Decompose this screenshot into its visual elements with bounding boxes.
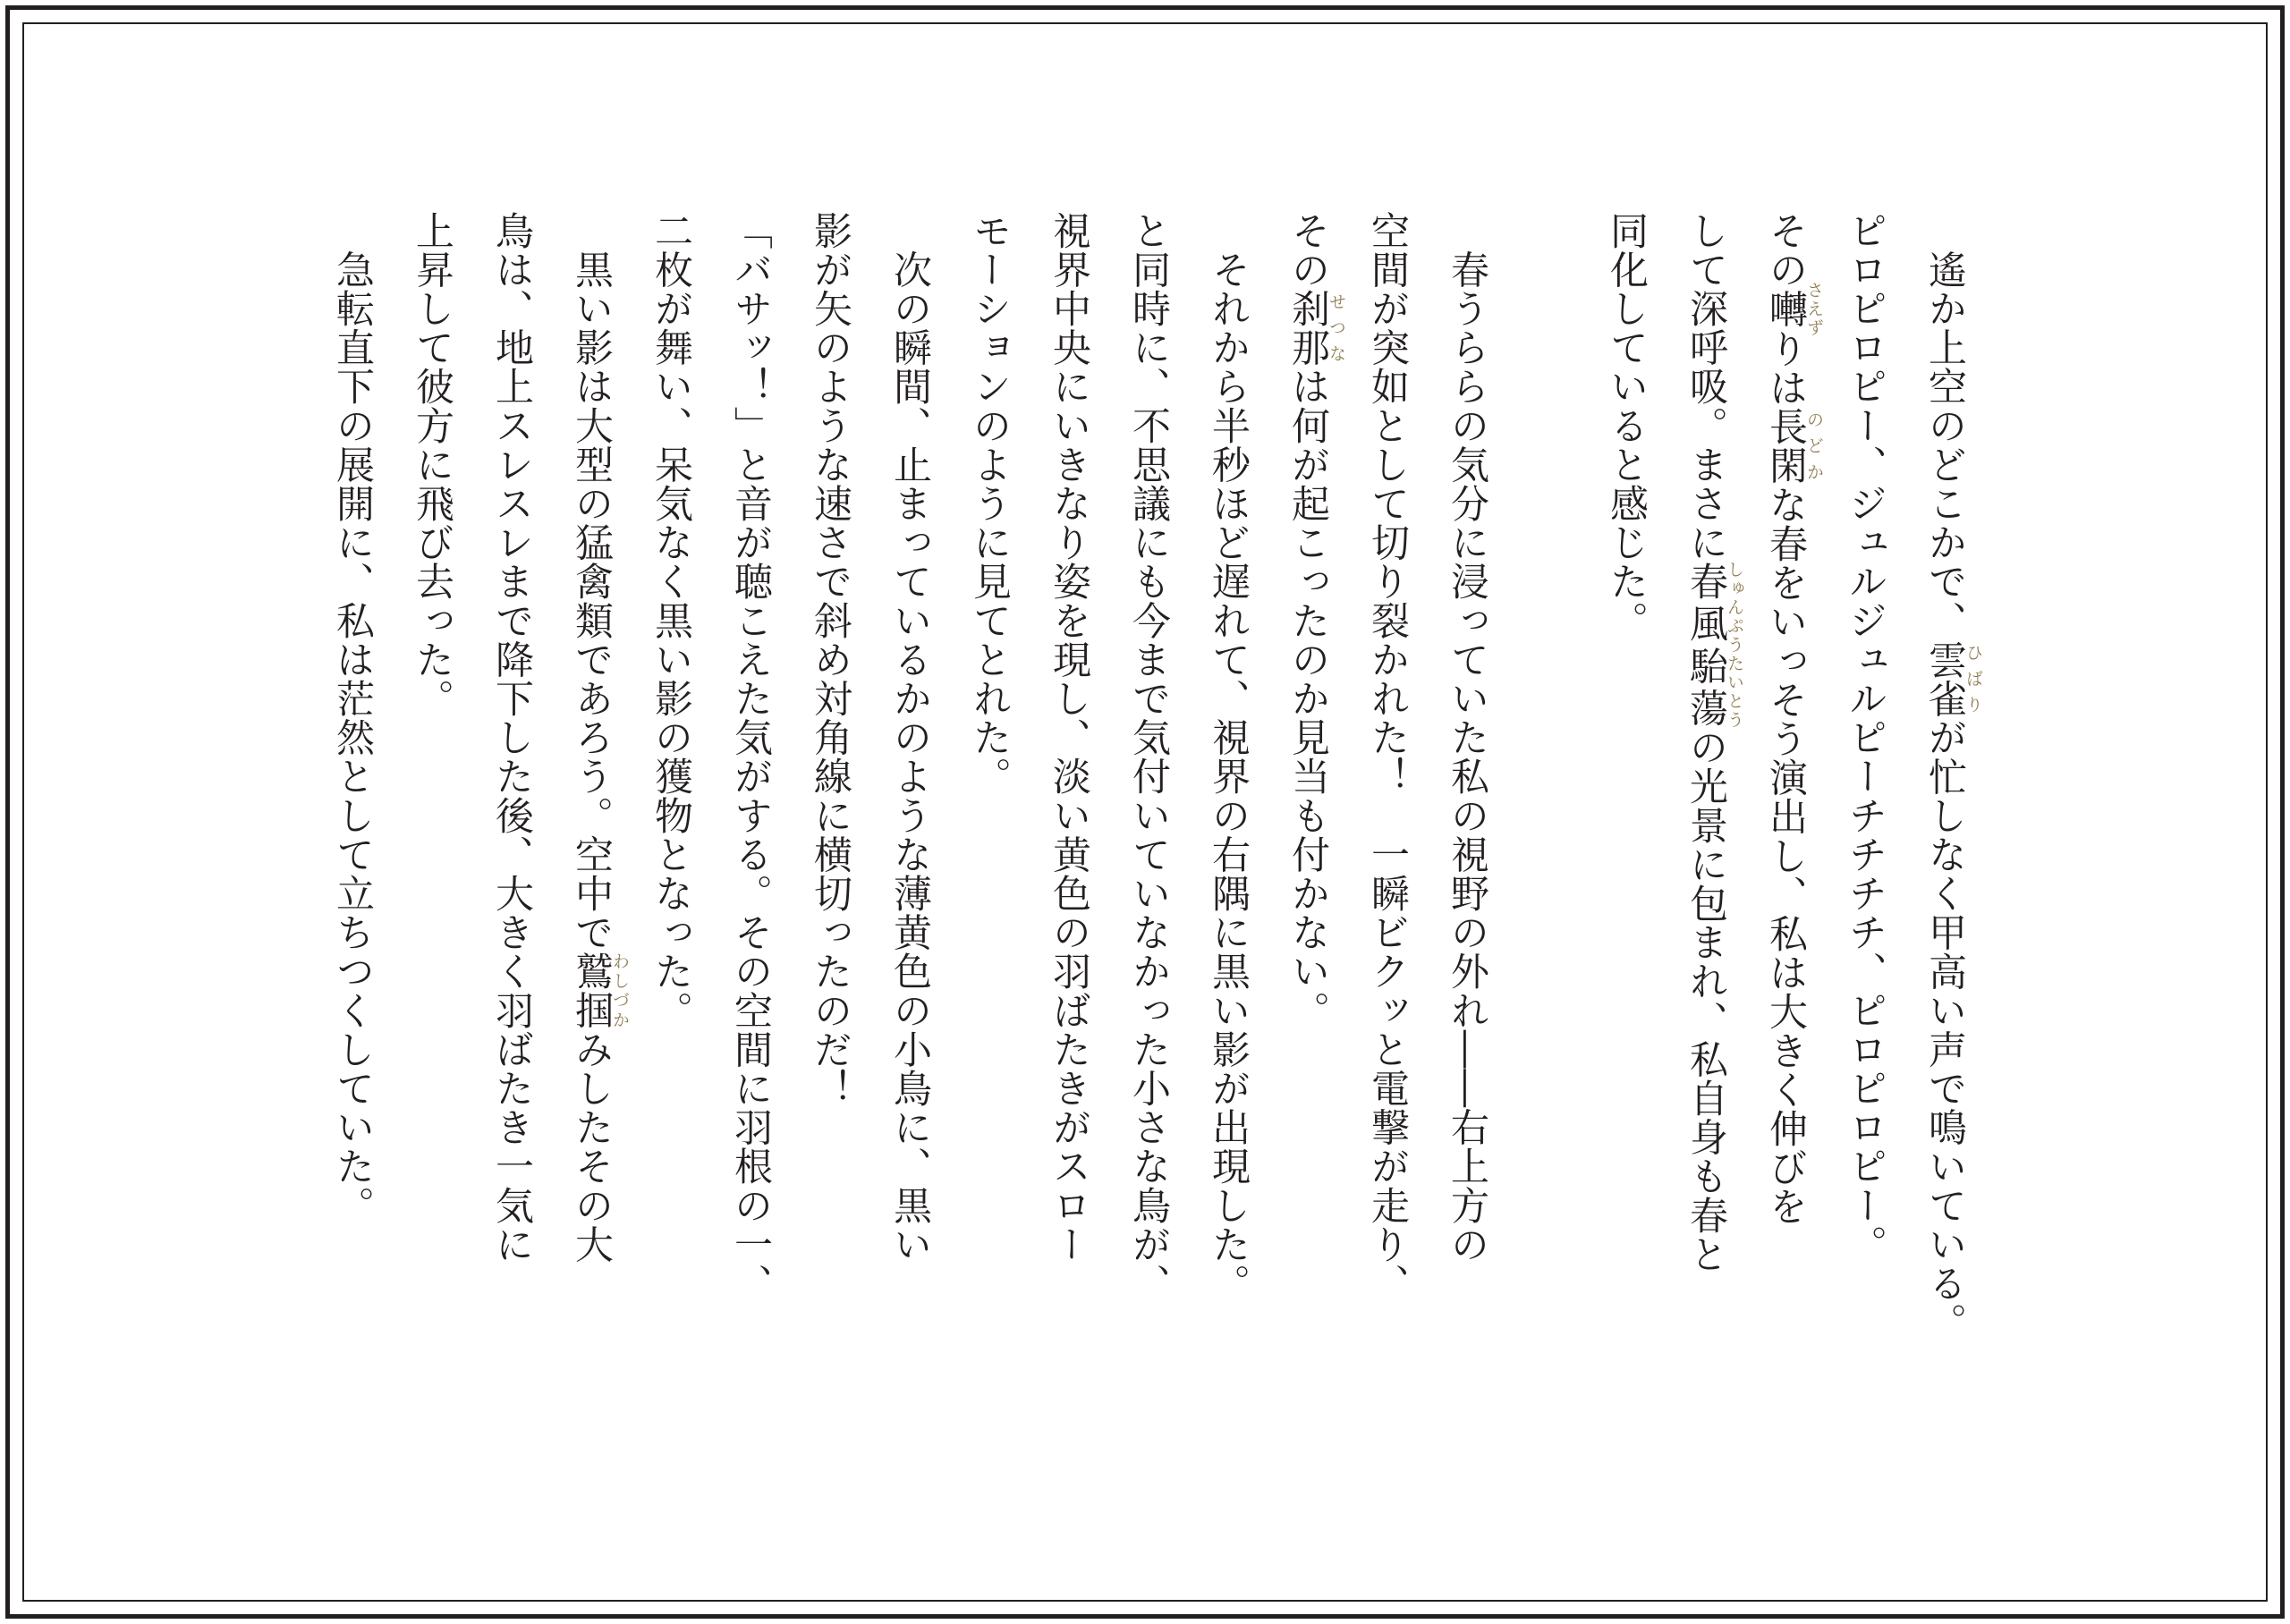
- text-line: [1666, 211, 1745, 1499]
- ruby-base: 鷲掴: [569, 952, 614, 1030]
- text-line: [1825, 211, 1904, 1499]
- text-segment: 急転直下の展開に、私は茫然として立ちつくしていた。: [330, 211, 375, 1225]
- text-segment: 影が矢のような速さで斜め対角線に横切ったのだ！: [808, 211, 852, 1108]
- ruby-reading: わしづか: [610, 952, 630, 1030]
- ruby-word: [1684, 560, 1744, 730]
- text-line: [1108, 211, 1188, 1499]
- text-segment: して深呼吸。まさに: [1684, 211, 1728, 562]
- text-line: [1268, 211, 1347, 1499]
- ruby-base: 囀: [1763, 281, 1808, 338]
- text-line: [790, 211, 869, 1499]
- ruby-base: 長閑: [1763, 407, 1808, 486]
- text-line: [710, 211, 790, 1499]
- text-segment: それから半秒ほど遅れて、視界の右隅に黒い影が出現した。: [1206, 211, 1251, 1303]
- ruby-reading: のどか: [1804, 407, 1824, 486]
- text-line: [1745, 211, 1825, 1499]
- text-segment: ピロピロピー、ジュルジュルピーチチチチ、ピロピロピー。: [1843, 211, 1887, 1265]
- ruby-reading: せつな: [1327, 289, 1346, 368]
- text-segment: の光景に包まれ、私自身も春と: [1684, 727, 1728, 1274]
- text-segment: みしたその大: [569, 1029, 614, 1265]
- text-segment: は何が起こったのか見当も付かない。: [1285, 367, 1330, 1030]
- text-segment: その: [1763, 211, 1808, 290]
- text-line: [631, 211, 710, 1499]
- text-line: [1029, 211, 1108, 1499]
- text-line: [1347, 211, 1427, 1499]
- text-segment: その: [1285, 211, 1330, 290]
- text-line: [1904, 211, 1984, 1499]
- text-segment: 視界中央にいきなり姿を現し、淡い黄色の羽ばたきがスロー: [1047, 211, 1091, 1265]
- text-segment: 同化していると感じた。: [1604, 211, 1649, 640]
- ruby-word: [1922, 639, 1983, 718]
- paragraph-gap: [1506, 211, 1586, 1499]
- ruby-word: [1763, 281, 1824, 338]
- ruby-word: [569, 952, 630, 1030]
- vertical-text-body: [312, 211, 1984, 1499]
- text-segment: と同時に、不思議にも今まで気付いていなかった小さな鳥が、: [1126, 211, 1171, 1303]
- text-line: [1586, 211, 1666, 1499]
- text-segment: 二枚が舞い、呆気なく黒い影の獲物となった。: [649, 211, 693, 1030]
- text-line: [312, 211, 392, 1499]
- text-segment: な春をいっそう演出し、私は大きく伸びを: [1763, 485, 1808, 1226]
- text-segment: 遙か上空のどこかで、: [1922, 211, 1967, 640]
- text-segment: 上昇して彼方に飛び去った。: [410, 211, 454, 718]
- text-segment: りは: [1763, 329, 1808, 408]
- text-line: [471, 211, 551, 1499]
- ruby-base: 春風駘蕩: [1684, 560, 1728, 730]
- text-line: [869, 211, 949, 1499]
- ruby-reading: ひばり: [1963, 639, 1983, 718]
- text-line: [551, 211, 631, 1499]
- text-segment: 黒い影は大型の猛禽類であろう。空中で: [569, 211, 614, 952]
- ruby-base: 雲雀: [1922, 639, 1967, 718]
- text-segment: 春うららの気分に浸っていた私の視野の外れ――右上方の: [1445, 211, 1489, 1265]
- ruby-word: [1763, 407, 1824, 486]
- text-line: [1427, 211, 1506, 1499]
- text-line: [392, 211, 471, 1499]
- text-segment: 「バサッ！」と音が聴こえた気がする。その空間に羽根の一、: [728, 211, 773, 1303]
- text-line: [1188, 211, 1268, 1499]
- ruby-reading: さえず: [1804, 281, 1824, 338]
- ruby-base: 刹那: [1285, 289, 1330, 368]
- text-segment: 空間が突如として切り裂かれた！ 一瞬ビクッと電撃が走り、: [1365, 211, 1410, 1303]
- text-segment: 次の瞬間、止まっているかのような薄黄色の小鳥に、黒い: [887, 211, 932, 1265]
- text-segment: モーションのように見てとれた。: [967, 211, 1012, 796]
- text-segment: が忙しなく甲高い声で鳴いている。: [1922, 717, 1967, 1342]
- text-line: [949, 211, 1029, 1499]
- ruby-word: [1285, 289, 1346, 368]
- text-segment: 鳥は、地上スレスレまで降下した後、大きく羽ばたき一気に: [489, 211, 534, 1265]
- ruby-reading: しゅんぷうたいとう: [1725, 560, 1744, 730]
